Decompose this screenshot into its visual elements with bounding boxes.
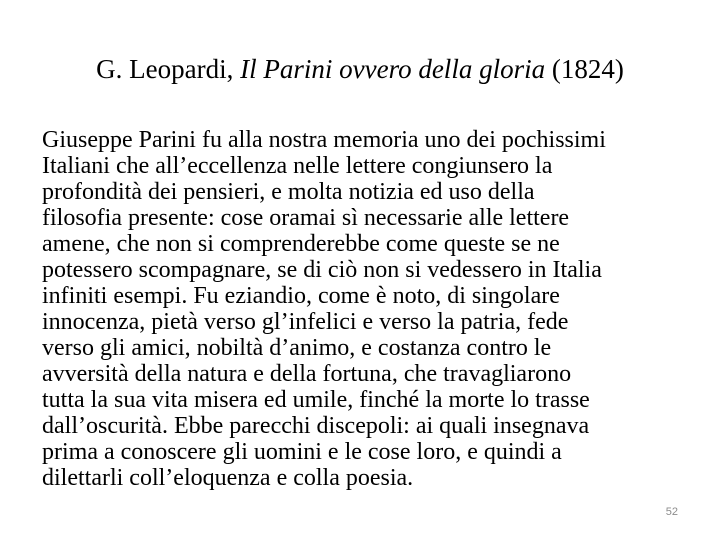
page-number: 52 xyxy=(665,506,678,518)
title-author: G. Leopardi, xyxy=(96,54,241,84)
title-work: Il Parini ovvero della gloria xyxy=(240,54,546,84)
slide-title xyxy=(0,52,720,86)
title-year: (1824) xyxy=(545,54,624,84)
slide-body-text: Giuseppe Parini fu alla nostra memoria uno dei pochissimi Italiani che all’eccellenza nelle lettere congiunsero la profondità dei pensieri, e molta notizia ed uso della filosofia presente: cose oramai sì necessarie alle lettere amene, che non si comprenderebbe come queste se ne potessero scompagnare, se di ciò non si vedessero in Italia infiniti esempi. Fu eziandio, come è noto, di singolare innocenza, pietà verso gl’infelici e verso la patria, fede verso gli amici, nobiltà d’animo, e costanza contro le avversità della natura e della fortuna, che travagliarono tutta la sua vita misera ed umile, finché la morte lo trasse dall’oscurità. Ebbe parecchi discepoli: ai quali insegnava prima a conoscere gli uomini e le cose loro, e quindi a dilettarli coll’eloquenza e colla poesia. xyxy=(42,127,606,491)
